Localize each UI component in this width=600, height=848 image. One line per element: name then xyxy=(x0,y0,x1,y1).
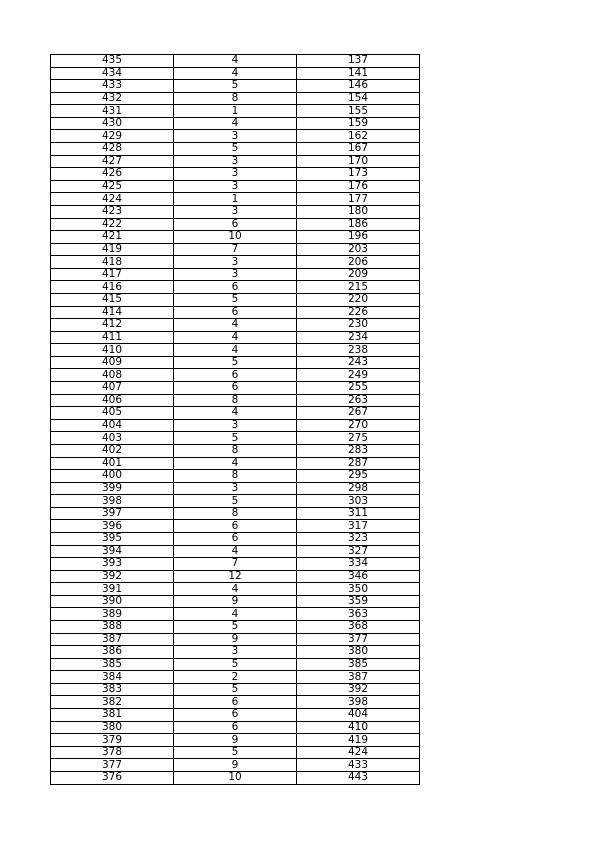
table-cell: 170 xyxy=(297,155,420,168)
table-row xyxy=(51,457,420,470)
table-cell: 3 xyxy=(174,256,297,269)
table-row xyxy=(51,356,420,369)
table-row xyxy=(51,696,420,709)
table-cell: 415 xyxy=(51,293,174,306)
table-cell: 173 xyxy=(297,168,420,181)
table-cell: 389 xyxy=(51,608,174,621)
table-row xyxy=(51,683,420,696)
table-cell: 311 xyxy=(297,507,420,520)
table-cell: 238 xyxy=(297,344,420,357)
table-row xyxy=(51,394,420,407)
table-cell: 4 xyxy=(174,331,297,344)
table-cell: 287 xyxy=(297,457,420,470)
table-cell: 206 xyxy=(297,256,420,269)
table-cell: 5 xyxy=(174,746,297,759)
table-cell: 209 xyxy=(297,268,420,281)
table-row xyxy=(51,721,420,734)
table-row xyxy=(51,432,420,445)
table-cell: 385 xyxy=(297,658,420,671)
table-cell: 6 xyxy=(174,306,297,319)
table-row xyxy=(51,608,420,621)
table-cell: 154 xyxy=(297,92,420,105)
table-row xyxy=(51,734,420,747)
table-row xyxy=(51,621,420,634)
table-cell: 408 xyxy=(51,369,174,382)
table-cell: 323 xyxy=(297,532,420,545)
table-cell: 5 xyxy=(174,621,297,634)
table-cell: 385 xyxy=(51,658,174,671)
table-cell: 416 xyxy=(51,281,174,294)
table-row xyxy=(51,193,420,206)
table-cell: 401 xyxy=(51,457,174,470)
table-cell: 382 xyxy=(51,696,174,709)
table-cell: 5 xyxy=(174,143,297,156)
table-row xyxy=(51,382,420,395)
table-row xyxy=(51,55,420,68)
table-cell: 410 xyxy=(297,721,420,734)
table-cell: 8 xyxy=(174,470,297,483)
table-row xyxy=(51,92,420,105)
table-cell: 6 xyxy=(174,369,297,382)
table-cell: 5 xyxy=(174,80,297,93)
table-cell: 4 xyxy=(174,608,297,621)
table-row xyxy=(51,444,420,457)
table-cell: 4 xyxy=(174,319,297,332)
table-row xyxy=(51,369,420,382)
data-table xyxy=(50,54,420,785)
table-cell: 431 xyxy=(51,105,174,118)
table-cell: 432 xyxy=(51,92,174,105)
table-cell: 407 xyxy=(51,382,174,395)
table-cell: 186 xyxy=(297,218,420,231)
table-row xyxy=(51,595,420,608)
table-cell: 141 xyxy=(297,67,420,80)
table-cell: 409 xyxy=(51,356,174,369)
table-row xyxy=(51,633,420,646)
table-cell: 1 xyxy=(174,105,297,118)
table-cell: 4 xyxy=(174,583,297,596)
table-row xyxy=(51,746,420,759)
table-row xyxy=(51,331,420,344)
table-row xyxy=(51,570,420,583)
table-cell: 387 xyxy=(297,671,420,684)
table-cell: 8 xyxy=(174,394,297,407)
table-cell: 412 xyxy=(51,319,174,332)
table-cell: 3 xyxy=(174,646,297,659)
table-cell: 7 xyxy=(174,243,297,256)
table-row xyxy=(51,143,420,156)
table-row xyxy=(51,180,420,193)
table-cell: 8 xyxy=(174,507,297,520)
table-row xyxy=(51,709,420,722)
table-cell: 334 xyxy=(297,558,420,571)
table-row xyxy=(51,268,420,281)
table-cell: 396 xyxy=(51,520,174,533)
table-cell: 6 xyxy=(174,520,297,533)
table-cell: 425 xyxy=(51,180,174,193)
table-row xyxy=(51,67,420,80)
table-row xyxy=(51,419,420,432)
table-row xyxy=(51,117,420,130)
table-cell: 426 xyxy=(51,168,174,181)
table-cell: 3 xyxy=(174,180,297,193)
table-cell: 397 xyxy=(51,507,174,520)
table-cell: 393 xyxy=(51,558,174,571)
table-cell: 167 xyxy=(297,143,420,156)
table-cell: 263 xyxy=(297,394,420,407)
table-row xyxy=(51,231,420,244)
table-row xyxy=(51,205,420,218)
table-cell: 220 xyxy=(297,293,420,306)
table-cell: 196 xyxy=(297,231,420,244)
table-cell: 378 xyxy=(51,746,174,759)
table-cell: 359 xyxy=(297,595,420,608)
table-cell: 411 xyxy=(51,331,174,344)
table-body xyxy=(51,55,420,785)
table-cell: 7 xyxy=(174,558,297,571)
table-cell: 6 xyxy=(174,382,297,395)
table-row xyxy=(51,168,420,181)
table-cell: 377 xyxy=(297,633,420,646)
table-cell: 5 xyxy=(174,658,297,671)
table-cell: 419 xyxy=(297,734,420,747)
table-cell: 3 xyxy=(174,419,297,432)
table-cell: 137 xyxy=(297,55,420,68)
table-cell: 383 xyxy=(51,683,174,696)
table-cell: 5 xyxy=(174,356,297,369)
table-cell: 398 xyxy=(51,495,174,508)
table-cell: 392 xyxy=(297,683,420,696)
table-cell: 255 xyxy=(297,382,420,395)
table-cell: 428 xyxy=(51,143,174,156)
table-row xyxy=(51,583,420,596)
table-cell: 230 xyxy=(297,319,420,332)
table-row xyxy=(51,344,420,357)
table-cell: 275 xyxy=(297,432,420,445)
table-cell: 400 xyxy=(51,470,174,483)
table-row xyxy=(51,243,420,256)
table-cell: 180 xyxy=(297,205,420,218)
table-cell: 4 xyxy=(174,117,297,130)
table-cell: 394 xyxy=(51,545,174,558)
table-cell: 4 xyxy=(174,545,297,558)
table-row xyxy=(51,256,420,269)
table-cell: 5 xyxy=(174,432,297,445)
table-cell: 6 xyxy=(174,721,297,734)
table-cell: 4 xyxy=(174,67,297,80)
table-row xyxy=(51,495,420,508)
table-row xyxy=(51,281,420,294)
table-row xyxy=(51,80,420,93)
table-row xyxy=(51,319,420,332)
table-row xyxy=(51,545,420,558)
table-cell: 398 xyxy=(297,696,420,709)
table-cell: 6 xyxy=(174,696,297,709)
table-cell: 9 xyxy=(174,734,297,747)
table-row xyxy=(51,306,420,319)
table-cell: 368 xyxy=(297,621,420,634)
table-cell: 410 xyxy=(51,344,174,357)
table-cell: 433 xyxy=(51,80,174,93)
table-cell: 6 xyxy=(174,709,297,722)
table-row xyxy=(51,646,420,659)
table-cell: 427 xyxy=(51,155,174,168)
table-cell: 3 xyxy=(174,130,297,143)
table-cell: 249 xyxy=(297,369,420,382)
table-row xyxy=(51,759,420,772)
table-cell: 386 xyxy=(51,646,174,659)
table-cell: 4 xyxy=(174,55,297,68)
table-cell: 9 xyxy=(174,595,297,608)
table-row xyxy=(51,130,420,143)
table-cell: 5 xyxy=(174,293,297,306)
table-cell: 4 xyxy=(174,457,297,470)
table-cell: 376 xyxy=(51,771,174,784)
table-row xyxy=(51,482,420,495)
table-cell: 387 xyxy=(51,633,174,646)
table-cell: 417 xyxy=(51,268,174,281)
table-cell: 399 xyxy=(51,482,174,495)
table-cell: 234 xyxy=(297,331,420,344)
table-cell: 443 xyxy=(297,771,420,784)
table-cell: 421 xyxy=(51,231,174,244)
table-cell: 12 xyxy=(174,570,297,583)
table-cell: 388 xyxy=(51,621,174,634)
table-cell: 418 xyxy=(51,256,174,269)
table-cell: 346 xyxy=(297,570,420,583)
table-row xyxy=(51,407,420,420)
table-cell: 6 xyxy=(174,532,297,545)
table-row xyxy=(51,658,420,671)
table-row xyxy=(51,520,420,533)
table-cell: 283 xyxy=(297,444,420,457)
table-cell: 422 xyxy=(51,218,174,231)
table-cell: 146 xyxy=(297,80,420,93)
table-cell: 403 xyxy=(51,432,174,445)
table-cell: 243 xyxy=(297,356,420,369)
table-cell: 424 xyxy=(51,193,174,206)
table-row xyxy=(51,532,420,545)
table-cell: 3 xyxy=(174,155,297,168)
table-cell: 10 xyxy=(174,231,297,244)
table-cell: 4 xyxy=(174,344,297,357)
table-cell: 434 xyxy=(51,67,174,80)
table-cell: 405 xyxy=(51,407,174,420)
table-cell: 203 xyxy=(297,243,420,256)
table-row xyxy=(51,771,420,784)
table-cell: 391 xyxy=(51,583,174,596)
table-cell: 433 xyxy=(297,759,420,772)
table-cell: 423 xyxy=(51,205,174,218)
table-cell: 9 xyxy=(174,633,297,646)
table-cell: 155 xyxy=(297,105,420,118)
table-cell: 2 xyxy=(174,671,297,684)
table-cell: 390 xyxy=(51,595,174,608)
table-cell: 303 xyxy=(297,495,420,508)
table-cell: 363 xyxy=(297,608,420,621)
table-row xyxy=(51,155,420,168)
table-cell: 406 xyxy=(51,394,174,407)
table-cell: 327 xyxy=(297,545,420,558)
table-cell: 377 xyxy=(51,759,174,772)
table-cell: 4 xyxy=(174,407,297,420)
table-row xyxy=(51,293,420,306)
table-cell: 1 xyxy=(174,193,297,206)
table-cell: 295 xyxy=(297,470,420,483)
table-cell: 404 xyxy=(297,709,420,722)
table-row xyxy=(51,558,420,571)
table-row xyxy=(51,218,420,231)
table-cell: 414 xyxy=(51,306,174,319)
table-cell: 402 xyxy=(51,444,174,457)
table-cell: 6 xyxy=(174,281,297,294)
table-cell: 430 xyxy=(51,117,174,130)
table-cell: 380 xyxy=(297,646,420,659)
table-cell: 6 xyxy=(174,218,297,231)
table-cell: 270 xyxy=(297,419,420,432)
table-row xyxy=(51,105,420,118)
spreadsheet-page xyxy=(50,54,418,785)
table-cell: 350 xyxy=(297,583,420,596)
table-cell: 226 xyxy=(297,306,420,319)
table-cell: 162 xyxy=(297,130,420,143)
table-cell: 267 xyxy=(297,407,420,420)
table-cell: 3 xyxy=(174,482,297,495)
table-row xyxy=(51,507,420,520)
table-cell: 379 xyxy=(51,734,174,747)
table-cell: 3 xyxy=(174,268,297,281)
table-cell: 5 xyxy=(174,495,297,508)
table-cell: 8 xyxy=(174,444,297,457)
table-cell: 380 xyxy=(51,721,174,734)
table-cell: 5 xyxy=(174,683,297,696)
table-cell: 159 xyxy=(297,117,420,130)
table-cell: 215 xyxy=(297,281,420,294)
table-cell: 3 xyxy=(174,205,297,218)
table-row xyxy=(51,470,420,483)
table-cell: 10 xyxy=(174,771,297,784)
table-row xyxy=(51,671,420,684)
table-cell: 317 xyxy=(297,520,420,533)
table-cell: 392 xyxy=(51,570,174,583)
table-cell: 176 xyxy=(297,180,420,193)
table-cell: 298 xyxy=(297,482,420,495)
table-cell: 8 xyxy=(174,92,297,105)
table-cell: 9 xyxy=(174,759,297,772)
table-cell: 384 xyxy=(51,671,174,684)
table-cell: 429 xyxy=(51,130,174,143)
table-cell: 419 xyxy=(51,243,174,256)
table-cell: 404 xyxy=(51,419,174,432)
table-cell: 381 xyxy=(51,709,174,722)
table-cell: 177 xyxy=(297,193,420,206)
table-cell: 3 xyxy=(174,168,297,181)
table-cell: 424 xyxy=(297,746,420,759)
table-cell: 395 xyxy=(51,532,174,545)
table-cell: 435 xyxy=(51,55,174,68)
